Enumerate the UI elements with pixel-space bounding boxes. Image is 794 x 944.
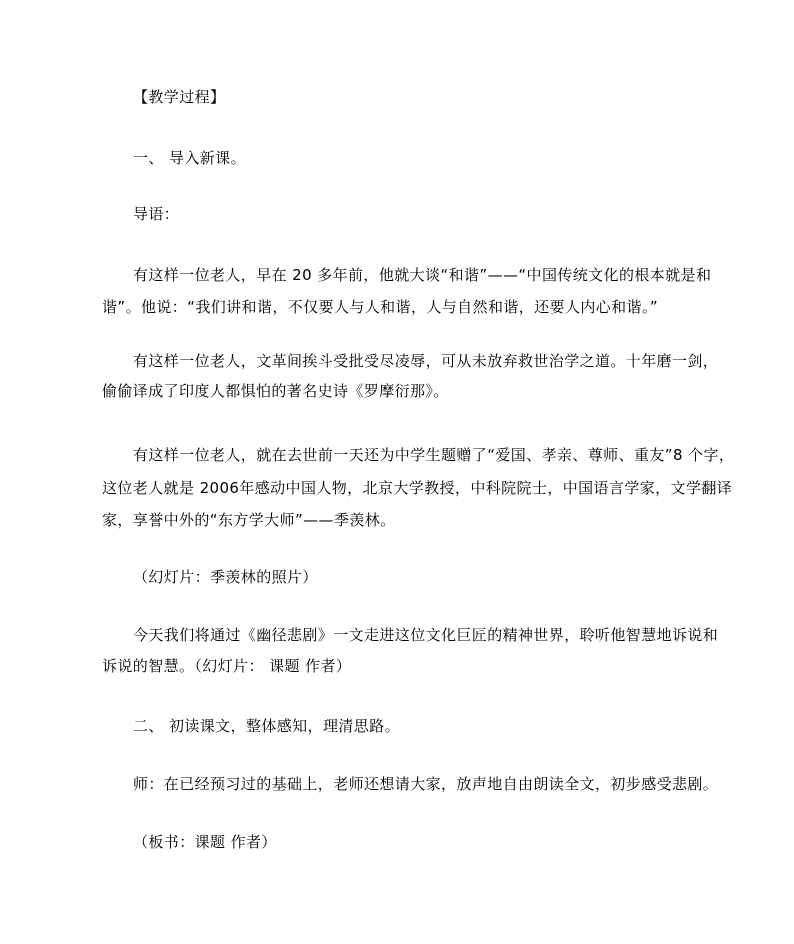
paragraph-3-line-2: 这位老人就是 2006年感动中国人物，北京大学教授，中科院院士，中国语言学家，文学翻译 — [102, 479, 733, 497]
paragraph-1-line-2: 谐”。他说：“我们讲和谐，不仅要人与人和谐，人与自然和谐，还要人内心和谐。” — [102, 298, 659, 316]
paragraph-1-line-1: 有这样一位老人，早在 20 多年前，他就大谈“和谐”——“中国传统文化的根本就是和 — [133, 266, 712, 284]
slide-note-photo: （幻灯片：季羡林的照片） — [133, 568, 318, 586]
guide-label: 导语： — [133, 205, 180, 223]
step2-heading: 二、 初读课文，整体感知，理清思路。 — [133, 717, 400, 735]
teacher-line: 师：在已经预习过的基础上，老师还想请大家，放声地自由朗读全文，初步感受悲剧。 — [133, 775, 719, 793]
section-title: 【教学过程】 — [133, 88, 226, 106]
paragraph-2-line-1: 有这样一位老人，文革间挨斗受批受尽凌辱，可从未放弃救世治学之道。十年磨一剑， — [133, 352, 719, 370]
paragraph-3-line-3: 家，享誉中外的“东方学大师”——季羡林。 — [102, 511, 396, 529]
paragraph-3-line-1: 有这样一位老人，就在去世前一天还为中学生题赠了“爱国、孝亲、尊师、重友”8 个字， — [133, 446, 735, 464]
paragraph-4-line-1: 今天我们将通过《幽径悲剧》一文走进这位文化巨匠的精神世界，聆听他智慧地诉说和 — [133, 626, 719, 644]
board-note: （板书：课题 作者） — [133, 833, 277, 851]
paragraph-2-line-2: 偷偷译成了印度人都惧怕的著名史诗《罗摩衍那》。 — [102, 382, 449, 400]
step1-heading: 一、 导入新课。 — [133, 149, 246, 167]
paragraph-4-line-2: 诉说的智慧。（幻灯片： 课题 作者） — [102, 657, 352, 675]
